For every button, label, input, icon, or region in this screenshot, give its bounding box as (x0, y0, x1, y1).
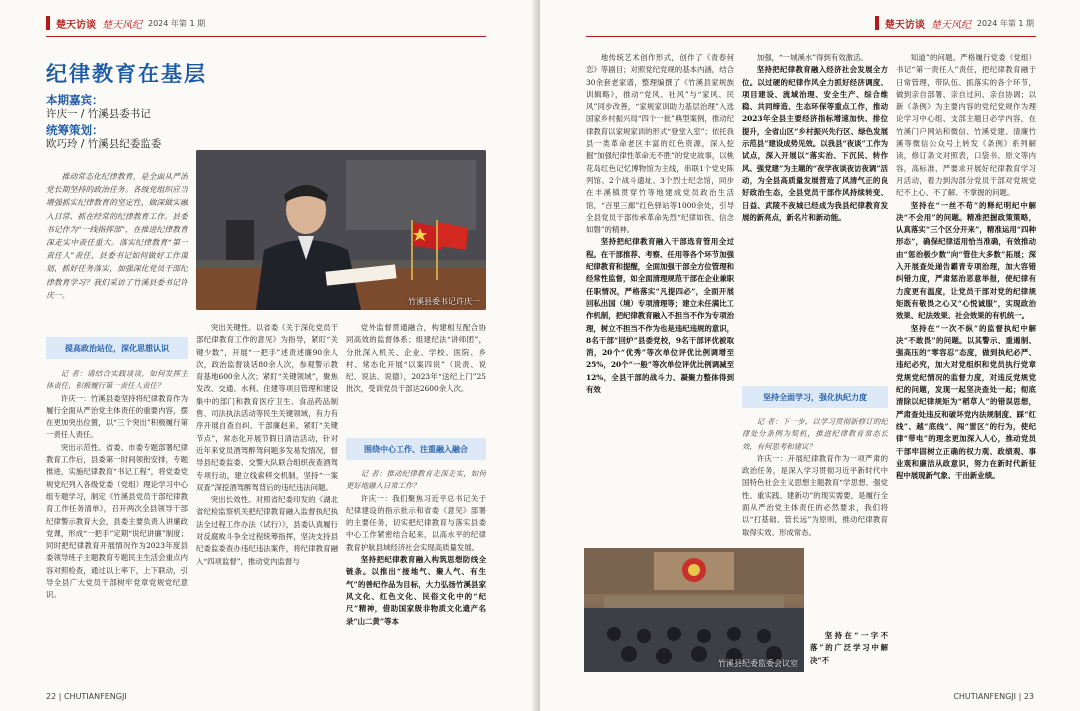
intro-paragraph: 推动常态化纪律教育，是全面从严治党长期坚持的政治任务。各级党组织应当增强抓实纪律教育的坚定性，做深做实融入日常、抓在经常的纪律教育工作。县委书记作为“一线指挥部”，在推进纪律教育深走实中责任重大。落实纪律教育“第一责任人”责任，县委书记如何做好工作谋划、抓好任务落实，加强深化党员干部纪律教育学习？我们采访了竹溪县委书记许庆一。 (46, 172, 188, 300)
paragraph-key-focus: 突出关键性。以省委《关于深化党员干部纪律教育工作的意见》为指导，紧盯“关键少数”，开展“一把手”述责述廉90余人次，政治监督谈话80余人次，参观警示教育基地600余人次；紧盯“关键领域”，聚焦发改、交通、水利、住建等项目管理和建设集中的部门和教育医疗卫生、食品药品制售、司法执法活动等民生关键领域，有力有序开展自查自纠、干部廉赵来，紧盯“关键节点”，常态化开展节假日清洁活动，针对近年来党员酒驾醉驾问题多发易发情况，督导县纪委监委、交警大队联合组织夜查酒驾专项行动，建立线索移交机制，坚持“一案双查”深挖酒驾醉驾背后的违纪违法问题。 (196, 323, 338, 492)
paragraph-demonstration: 突出示范性。省委、市委专题部署纪律教育工作后，县委第一时间领衔安排，专题推进，实施纪律教育“书记工程”，将党委党规党纪列入各级党委（党组）理论学习中心组专题学习，制定《竹溪县党员干部纪律教育工作任务清单》，召开两次全县领导干部纪律警示教育大会，县委主要负责人讲廉政党课，形成“一把手”定期“说纪讲廉”制度；同时把纪律教育开展情况作为2023年度县委领导班子主题教育专题民主生活会重点内容对照检查，通过以上率下，上下联动，引导全县广大党员干部树牢党章党规党纪意识。 (46, 442, 188, 600)
question-1: 记 者：请结合实践谈谈，如何发挥主体责任，积极履行第一责任人责任？ (46, 369, 188, 391)
left-column-2 (196, 322, 338, 680)
magazine-name: 楚天风纪 (102, 19, 142, 31)
right-folio: CHUTIANFENGJI | 23 (953, 692, 1034, 701)
column-name-right: 楚天访谈 (884, 19, 925, 31)
paragraph-fear: 坚持在“一次不纵”的监督执纪中解决“不敢畏”的问题。以其警示、重遏制、强高压的“零容忍”态度，做到执纪必严、违纪必究，加大对党组织和党员执行党章党规党纪情况的监督力度，对违反党规党纪的问题，发现一起坚决查处一起；彻底清除以纪律规矩为“稻草人”的错误思想，严肃查处违反和破坏党内法规制度、踩“红线”、越“底线”、闯“雷区”的行为，使纪律“带电”的理念更加深入人心，推动党员干部牢固树立正确的权力观、政绩观、事业观和廉洁从政意识，努力在新时代新征程中展现新气象、干出新业绩。 (896, 323, 1036, 481)
paragraph-activated: 加强，“一城溪水”得到有效激活。 (756, 53, 868, 62)
right-column-2b (742, 416, 888, 544)
paragraph-use: 坚持在“一丝不苟”的释纪明纪中解决“不会用”的问题。精准把握政策策略，认真落实“三个区分开来”，精准运用“四种形态”，确保纪律适用恰当准确，有效推动由“惩治极少数”向“管住大多数”拓展；深入开展查处递告霸青专项治理，加大容错纠错力度，严肃惩治恶意举报，使纪律有力度更有温度，让党员干部对党的纪律规矩既有敬畏之心又“心悦诚服”，实现政治效果、纪法效果、社会效果的有机统一。 (896, 200, 1036, 321)
right-page (540, 0, 1080, 711)
right-column-3 (896, 52, 1036, 680)
left-page (0, 0, 538, 711)
left-header (46, 14, 205, 32)
planner-label: 统筹策划： (46, 123, 104, 137)
meeting-photo (584, 548, 804, 672)
article-title: 纪律教育在基层 (46, 61, 207, 86)
paragraph-economy: 坚持把纪律教育融入经济社会发展全方位。以过硬的纪律作风全力抓好经济调度、项目建设、流域治理、安全生产、综合维稳、共同缔造、生态环保等重点工作，推动2023年全县主要经济指标增速加快、排位提升，全省山区“乡村振兴先行区、绿色发展示范县”建设成势见效。以我县“夜谈”工作为试点，深入开展以“落实治、下沉民、转作风、强党建”为主题的“夜学夜谈夜访夜调”活动，为全县高质量发展营造了风清气正的良好政治生态，全县党员干部作风持续转变、日益、武陵不夜城已经成为我县纪律教育发展的新亮点，新名片和新动能。 (742, 65, 888, 222)
right-column-2a (742, 52, 888, 374)
column-name: 楚天访谈 (56, 19, 96, 31)
photo-caption: 竹溪县委书记许庆一 (408, 297, 480, 306)
paragraph-supervision: 党外监督贯通融合，构建相互配合协同高效的监督体系；组建纪法“讲师团”，分批深入机关、企业、学校、医院、乡村、常态化开展“以案四说”（说责、说纪、说法、说德），2023年“送纪上门”25批次，受训党员干部达2600余人次。 (346, 323, 486, 394)
paragraph-ideology: 坚持把纪律教育融入构筑思想防线全链条。以推出“接地气、聚人气、有生气”的善纪作品为目标，大力弘扬竹溪县家风文化、红色文化、民俗文化中的“纪尺”精神，借助国家级非物质文化遗产名录“山二黄”等本 (346, 555, 486, 626)
guest-label: 本期嘉宾： (46, 93, 104, 107)
left-folio: 22 | CHUTIANFENGJI (46, 692, 127, 701)
paragraph-long-term: 突出长效性。对照省纪委印发的《湖北省纪检监察机关把纪律教育融入监督执纪执法全过程工作办法（试行）》，县委认真履行对反腐败斗争全过程统筹指挥，坚决支持县纪委监委查办违纪违法案件，将纪律教育融入“四项监督”，推动党内监督与 (196, 495, 338, 566)
answer-3: 许庆一：开展纪律教育作为一项严肃的政治任务，是深入学习贯彻习近平新时代中国特色社会主义思想主题教育“学思想、强党性、重实践、建新功”的现实需要，是履行全面从严治党主体责任的必然要求，我们将以“打基础、管长远”为原则，推动纪律教育取得实效、形成常态。 (742, 453, 888, 537)
paragraph-cadre-management: 坚持把纪律教育融入干部选育管用全过程。在干部推荐、考察、任用等各个环节加强纪律教育和提醒，全面加强干部全方位管理和经常性监督，如全面清理规范干部在企业兼职任职情况，严格落实“凡提四必”，全面开展回私出国（境）专项清理等；建立未任满比工作机制，把纪律教育融入不担当不作为专项治理，树立不担当不作为也是违纪违规的意识，8名干部“回炉”县委党校，9名干部评优被取消，20个“优秀”等次单位评优比例调增至25%，20个“一般”等次单位评优比例调减至12%，全县干部的战斗力、凝聚力整体得到有效 (586, 237, 734, 395)
question-3: 记 者：下一步，以学习贯彻新修订的纪律处分条例为契机，推进纪律教育常态长效，有何思考和建议？ (742, 417, 888, 451)
left-column-3b (346, 468, 486, 680)
section-heading-3: 坚持全面学习，强化执纪力度 (742, 386, 888, 408)
right-header (875, 14, 1034, 32)
meeting-photo-illustration (584, 548, 804, 672)
answer-1: 许庆一：竹溪县委坚持将纪律教育作为履行全面从严治党主体责任的重要内容，摆在更加突出位置，以“三个突出”积极履行第一责任人责任。 (46, 393, 188, 440)
header-rule (46, 36, 486, 37)
section-heading-2: 围绕中心工作、注重融入融合 (346, 438, 486, 460)
paragraph-local-art: 地传统艺术创作形式，创作了《青春何恋》等剧目；对照党纪党规的基本内涵，结合30余套老家谱，整理编撰了《竹溪县家规族训辑略》，推动“党风、社风”与“家风、民风”同步改善，“家规家训助力基层治理”入选国家乡村振兴局“四个一批”典型案例，推动纪律教育以家规家训的形式“登堂入室”；依托我县一类革命老区丰富的红色资源，深入挖掘“加强纪律性革命无不胜”的党史故事，以桃花岛红色记忆博物馆为主线，串联1个党史陈列馆、2个战斗遗址、3个烈士纪念馆，同步在丰溪镇贯穿竹等地建成党员政治生活馆，“百里三廊”红色驿站等1000余处，引导全县党员干部传承革命先烈“纪律如铁、信念如磐”的精神。 (586, 53, 734, 235)
magazine-name-right: 楚天风纪 (930, 19, 971, 31)
question-2: 记 者：推动纪律教育走深走实，如何更好地融入日常工作？ (346, 469, 486, 491)
section-heading-1: 提高政治站位，深化思想认识 (46, 337, 188, 359)
answer-2: 许庆一：我们聚焦习近平总书记关于纪律建设的指示批示和省委《意见》部署的主要任务，切实把纪律教育与落实县委中心工作紧密结合起来，以高水平的纪律教育护航县域经济社会实现高质量发展。 (346, 493, 486, 552)
left-column-1 (46, 368, 188, 680)
header-bar (46, 16, 50, 30)
guest-name: 许庆一 / 竹溪县委书记 (46, 108, 151, 120)
planner-name: 欧巧玲 / 竹溪县纪委监委 (46, 138, 162, 150)
left-column-3a (346, 322, 486, 420)
paragraph-full-learning: 坚持在“一字不落”的广泛学习中解决“不 (810, 631, 888, 665)
interview-photo (196, 150, 486, 310)
interview-photo-illustration (196, 150, 486, 310)
paragraph-know: 知道”的问题。严格履行党委（党组）书记“第一责任人”责任，把纪律教育融于日常管理，带队伍、抓落实的各个环节，做到亲自部署、亲自过问、亲自协调；以新《条例》为主要内容的党纪党规作为理论学习中心组、支部主题日必学内容，在竹溪门户网站和微信、竹溪党建、清廉竹溪等微信公众号上转发《条例》系列解读，修订条文对照表，口袋书、原文等内容，高标准、严要求开展好纪律教育学习月活动，着力到沟部分党员干部对党规党纪不上心、不了解、不掌握的问题。 (896, 53, 1036, 198)
right-column-2c (810, 630, 888, 680)
meeting-photo-caption: 竹溪县纪委监委会议室 (718, 659, 798, 668)
issue-number: 2024 年第 1 期 (148, 18, 206, 28)
header-bar-right (875, 16, 879, 30)
issue-number-right: 2024 年第 1 期 (976, 18, 1034, 28)
header-rule-right (586, 36, 1036, 37)
